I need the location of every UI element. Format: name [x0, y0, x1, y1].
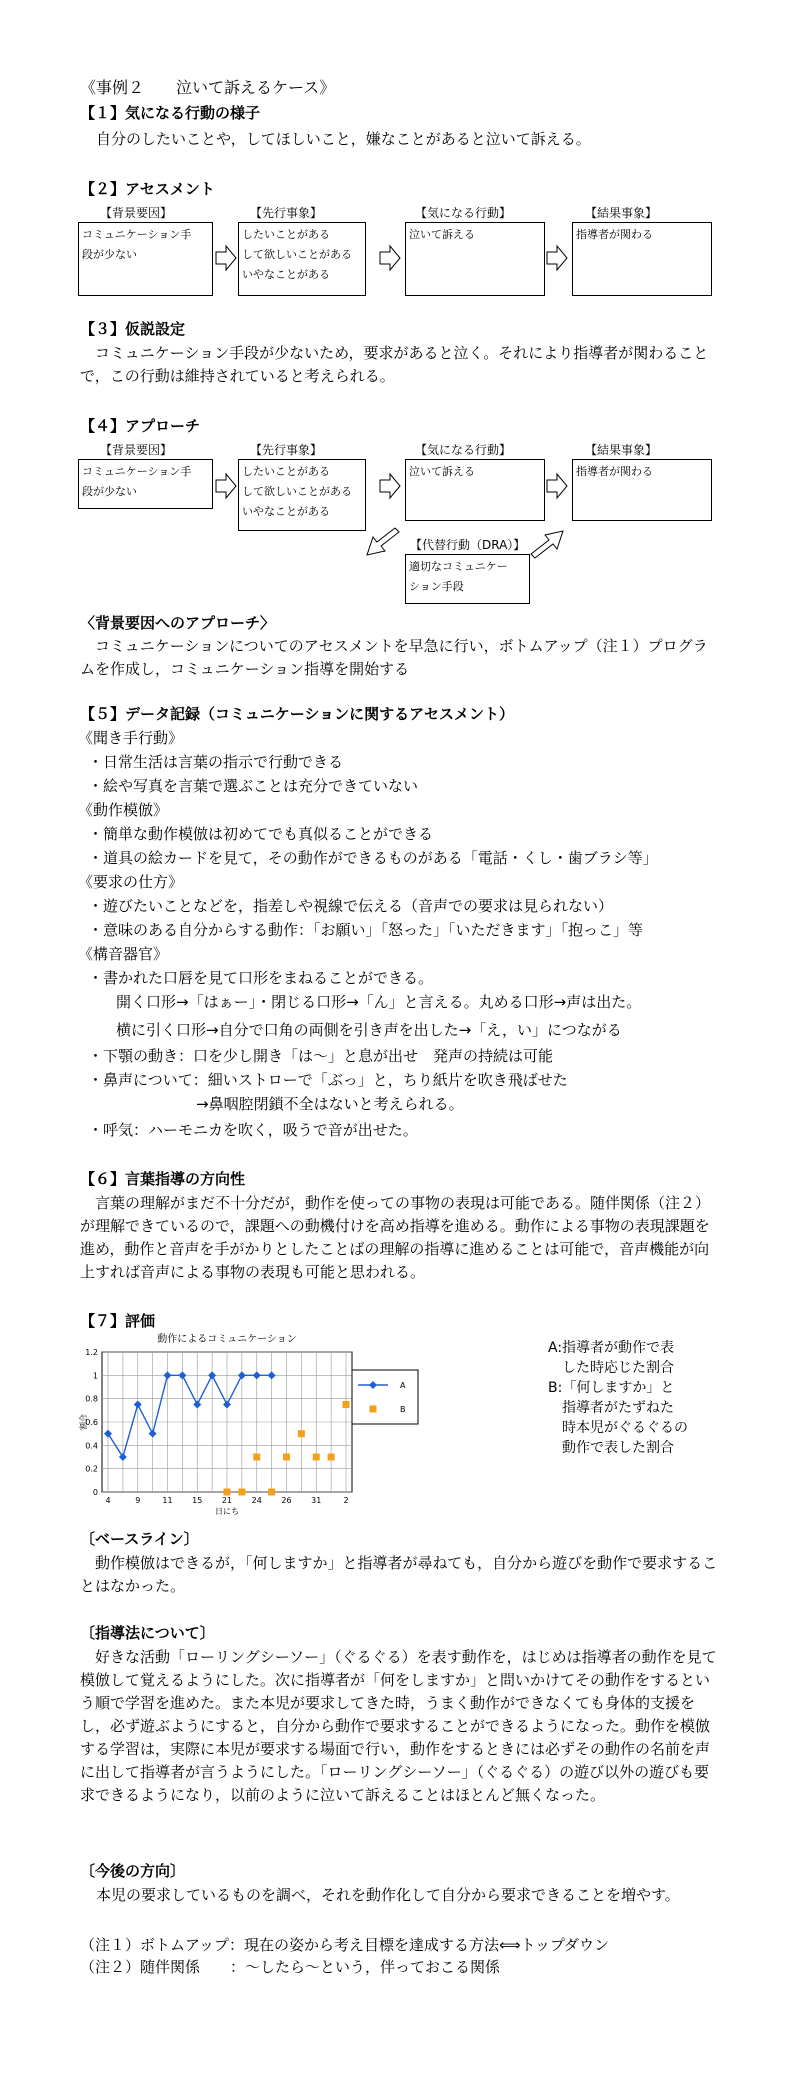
y-tick-label: 1.2: [85, 1348, 98, 1357]
section6-heading: 【６】言葉指導の方向性: [80, 1170, 246, 1188]
s5-line: 《要求の仕方》: [78, 873, 184, 891]
note-line: B:「何しますか」と: [548, 1380, 675, 1396]
series-b-point: [328, 1454, 335, 1461]
x-tick-label: 26: [281, 1496, 292, 1505]
arrow-up-right-icon: [531, 531, 563, 558]
arrow-right-icon: [380, 474, 400, 498]
series-b-point: [283, 1454, 290, 1461]
x-tick-label: 9: [135, 1496, 141, 1505]
future-heading: 〔今後の方向〕: [80, 1862, 186, 1880]
y-tick-label: 1: [92, 1371, 98, 1381]
section6-text: 言葉の理解がまだ不十分だが，動作を使っての事物の表現は可能である。随伴関係（注２）が理解できているので，課題への動機付けを高め指導を進める。動作による事物の表現課題を進め，動作と音声を手がかりとしたことばの理解の指導に進めることは可能で，音声機能が向上すれば音声による事物の表現も可能と思われる。: [80, 1194, 711, 1281]
x-tick-label: 4: [105, 1496, 111, 1505]
x-axis-label: 日にち: [215, 1507, 239, 1516]
section3-text: コミュニケーション手段が少ないため，要求があると泣く。それにより指導者が関わることで，この行動は維持されていると考えられる。: [80, 344, 709, 385]
chart-notes: [548, 1338, 688, 1458]
x-tick-label: 21: [221, 1496, 233, 1505]
legend-b-marker: [370, 1406, 377, 1413]
s2-box-consequence: 指導者が関わる: [572, 222, 712, 296]
y-axis-label: 割合: [79, 1414, 88, 1430]
s5-line: ・簡単な動作模倣は初めてでも真似ることができる: [88, 825, 434, 843]
y-tick-label: 0.4: [85, 1441, 98, 1451]
s4-label-behavior: 【気になる行動】: [415, 443, 512, 457]
s4-arrows: [0, 0, 794, 600]
note-line: 動作で表した割合: [562, 1440, 674, 1456]
s2-label-consequence: 【結果事象】: [585, 206, 658, 220]
arrow-right-icon: [216, 474, 236, 498]
s5-line: ・意味のある自分からする動作：「お願い」「怒った」「いただきます」「抱っこ」等: [88, 921, 644, 939]
s4-label-antecedent: 【先行事象】: [250, 443, 323, 457]
s5-line: ・絵や写真を言葉で選ぶことは充分できていない: [88, 777, 419, 795]
y-tick-label: 0.8: [85, 1394, 98, 1404]
legend-b-label: B: [400, 1405, 406, 1414]
s2-label-behavior: 【気になる行動】: [415, 206, 512, 220]
s2-box-antecedent: したいことがある して欲しいことがある いやなことがある: [238, 222, 366, 296]
note-line: A:指導者が動作で表: [548, 1340, 675, 1356]
future-text: 本児の要求しているものを調べ，それを動作化して自分から要求できることを増やす。: [96, 1886, 680, 1904]
series-b-point: [343, 1401, 350, 1408]
y-tick-label: 0: [92, 1488, 98, 1497]
section5-heading: 【５】データ記録（コミュニケーションに関するアセスメント）: [80, 705, 514, 723]
s4-box-antecedent: したいことがある して欲しいことがある いやなことがある: [238, 459, 366, 531]
method-text: 好きな活動「ローリングシーソー」（ぐるぐる）を表す動作を，はじめは指導者の動作を見て模倣して覚えるようにした。次に指導者が「何をしますか」と問いかけてその動作をするという順で学習を進めた。また本児が要求してきた時，うまく動作ができなくても身体的支援をし，必ず遊ぶようにすると，自分から動作で要求することができるようになった。動作を模倣する学習は，実際に本児が要求する場面で行い，動作をするときには必ずその動作の名前を声に出して指導者が言うようにした。「ローリングシーソー」（ぐるぐる）の遊び以外の遊びも要求できるようになり，以前のように泣いて訴えることはほとんど無くなった。: [80, 1648, 717, 1804]
arrow-right-icon: [547, 474, 567, 498]
arrow-down-left-icon: [367, 528, 399, 555]
x-tick-label: 24: [251, 1496, 262, 1505]
series-b-point: [298, 1430, 305, 1437]
section1-heading: 【１】気になる行動の様子: [80, 104, 261, 122]
s5-line: ・鼻声について：細いストローで「ぶっ」と，ちり紙片を吹き飛ばせた: [88, 1071, 568, 1089]
legend-box: [352, 1370, 418, 1424]
legend-a-label: A: [400, 1381, 406, 1390]
series-b-point: [313, 1454, 320, 1461]
s5-line: ・下顎の動き：口を少し開き「は～」と息が出せ 発声の持続は可能: [88, 1047, 554, 1065]
section2-heading: 【２】アセスメント: [80, 180, 215, 198]
s5-line: ・日常生活は言葉の指示で行動できる: [88, 753, 344, 771]
s5-line: →鼻咽腔閉鎖不全はないと考えられる。: [196, 1095, 464, 1113]
series-b-point: [238, 1489, 245, 1496]
s5-line: ・遊びたいことなどを，指差しや視線で伝える（音声での要求は見られない）: [88, 897, 614, 915]
s2-box-behavior: 泣いて訴える: [405, 222, 545, 296]
y-tick-label: 0.6: [85, 1418, 98, 1427]
chart-title: 動作によるコミュニケーション: [157, 1334, 297, 1345]
s5-line: 《動作模倣》: [78, 801, 169, 819]
s2-label-antecedent: 【先行事象】: [250, 206, 323, 220]
s5-line: 開く口形→「はぁー」・閉じる口形→「ん」と言える。丸める口形→声は出た。: [116, 993, 642, 1011]
s5-line: 横に引く口形→自分で口角の両側を引き声を出した→「え，い」につながる: [116, 1021, 622, 1039]
s5-line: ・呼気：ハーモニカを吹く，吸うで音が出せた。: [88, 1121, 418, 1139]
footnote-2: （注２）随伴関係 ：～したら～という，伴っておこる関係: [80, 1958, 501, 1976]
x-tick-label: 31: [311, 1496, 322, 1505]
section7-heading: 【７】評価: [80, 1312, 156, 1330]
series-b-point: [268, 1489, 275, 1496]
section3-heading: 【３】仮説設定: [80, 320, 186, 338]
method-heading: 〔指導法について〕: [80, 1624, 215, 1642]
s4-box-behavior: 泣いて訴える: [405, 459, 545, 521]
baseline-text: 動作模倣はできるが，「何しますか」と指導者が尋ねても，自分から遊びを動作で要求することはなかった。: [80, 1554, 718, 1595]
s4-box-background: コミュニケーション手 段が少ない: [78, 459, 213, 509]
s2-box-background: コミュニケーション手 段が少ない: [78, 222, 213, 296]
s5-line: 《構音器官》: [78, 945, 169, 963]
note-line: 時本児がぐるぐるの: [562, 1420, 688, 1436]
note-line: した時応じた割合: [562, 1360, 674, 1376]
x-tick-label: 2: [343, 1496, 349, 1505]
background-approach-text: コミュニケーションについてのアセスメントを早急に行い，ボトムアップ（注１）プログラムを作成し，コミュニケーション指導を開始する: [80, 637, 708, 678]
footnote-1: （注１）ボトムアップ：現在の姿から考え目標を達成する方法⟺トップダウン: [80, 1936, 609, 1954]
note-line: 指導者がたずねた: [562, 1400, 674, 1416]
series-b-point: [253, 1454, 260, 1461]
section4-heading: 【４】アプローチ: [80, 417, 201, 435]
series-b-point: [224, 1489, 231, 1496]
evaluation-chart: [80, 1330, 460, 1515]
s4-box-consequence: 指導者が関わる: [572, 459, 712, 521]
x-tick-label: 11: [162, 1496, 173, 1505]
x-tick-label: 15: [192, 1496, 203, 1505]
s5-line: ・書かれた口唇を見て口形をまねることができる。: [88, 969, 434, 987]
s5-line: 《聞き手行動》: [78, 729, 184, 747]
dra-label: 【代替行動（DRA）】: [410, 538, 526, 552]
s4-label-background: 【背景要因】: [100, 443, 173, 457]
background-approach-heading: 〈背景要因へのアプローチ〉: [80, 614, 276, 632]
s5-line: ・道具の絵カードを見て，その動作ができるものがある「電話・くし・歯ブラシ等」: [88, 849, 658, 867]
section1-text: 自分のしたいことや，してほしいこと，嫌なことがあると泣いて訴える。: [96, 130, 591, 148]
dra-box: 適切なコミュニケー ション手段: [405, 554, 530, 604]
s4-label-consequence: 【結果事象】: [585, 443, 658, 457]
page-title: 《事例２ 泣いて訴えるケース》: [80, 78, 336, 97]
s2-label-background: 【背景要因】: [100, 206, 173, 220]
baseline-heading: 〔ベースライン〕: [80, 1530, 199, 1548]
y-tick-label: 0.2: [85, 1464, 98, 1474]
